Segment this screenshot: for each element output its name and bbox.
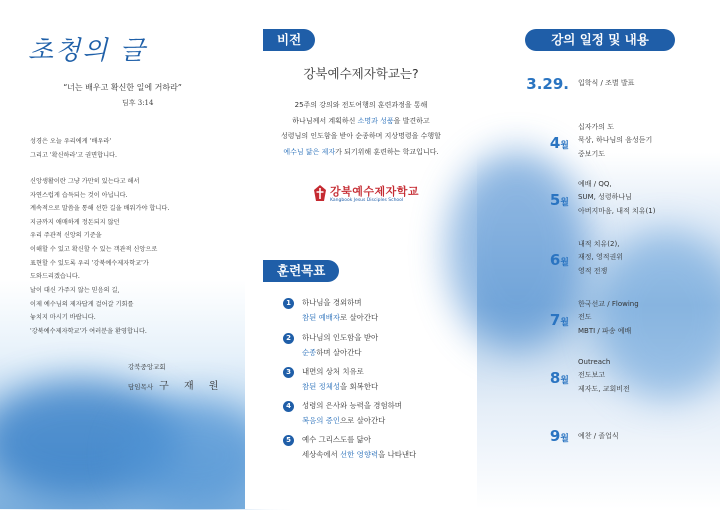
schedule-date: 6월 <box>549 251 569 269</box>
schedule-date: 3.29. <box>526 75 569 93</box>
schedule-date: 8월 <box>549 369 569 387</box>
schedule-date: 9월 <box>549 427 569 445</box>
goal-number: 2 <box>283 333 294 344</box>
vision-line: 25주의 강의와 전도여행의 훈련과정을 통해 <box>294 101 428 109</box>
vision-line: 예수님 닮은 제자가 되기위해 훈련하는 학교입니다. <box>283 147 439 156</box>
invitation-panel <box>0 0 245 509</box>
schedule-content: 내적 치유(2), 재정, 영적권위 영적 전쟁 <box>578 240 624 275</box>
vision-label: 비전 <box>263 29 315 51</box>
logo-name: 강북예수제자학교 <box>330 185 420 198</box>
goal-number: 5 <box>283 435 294 446</box>
schedule-content: Outreach 전도보고 제자도, 교회비전 <box>578 358 630 393</box>
signature-role: 담임목사 <box>128 383 154 391</box>
schedule-content: 입학식 / 조별 발표 <box>578 79 635 87</box>
schedule-date: 4월 <box>549 134 569 152</box>
invitation-title: 초청의 글 <box>28 36 147 66</box>
schedule-content: 십자가의 도 묵상, 하나님의 음성듣기 중보기도 <box>578 123 653 158</box>
logo-mark-icon <box>312 184 328 202</box>
vision-panel: 비전 강북예수제자학교는? 25주의 강의와 전도여행의 훈련과정을 통해 하나님께서 계획하신 소명과 성품을 발견하고 성령님의 인도함을 받아 순종하며 지상명령을 수행할 예수님 닮은 제자가 되기위해 훈련하는 학교입니다. 강북예수제자학교 Kangbook Jesus Disciples School 훈련목표 1 하나님을 경외하며 참된 예배자로 살아간다 2 하나님의 인도함을 받아 순종하며 살아간다 3 내면의 상처 치유로 참된 정체성을 회복한다 4 성령의 은사와 능력을 경험하며 복음의 증인으로 살아간다 5 예수 그리스도를 닮아 세상속에서 선한 영향력을 나타낸다 <box>245 0 477 509</box>
bible-reference: 딤후 3:14 <box>122 99 154 107</box>
goals-label: 훈련목표 <box>263 260 339 282</box>
goal-number: 4 <box>283 401 294 412</box>
paragraph-1: 성경은 오늘 우리에게 '배우라' 그리고 '확신하라'고 권면합니다. <box>30 138 118 159</box>
vision-description <box>245 98 477 160</box>
goal-number: 1 <box>283 298 294 309</box>
signature-name: 구 재 원 <box>159 381 225 392</box>
logo-english: Kangbook Jesus Disciples School <box>330 198 404 203</box>
schedule-date: 5월 <box>549 191 569 209</box>
schedule-content: 예찬 / 졸업식 <box>578 432 619 440</box>
goal-number: 3 <box>283 367 294 378</box>
schedule-date: 7월 <box>549 311 569 329</box>
paragraph-2: 신앙생활이란 그냥 가만히 있는다고 해서 자연스럽게 습득되는 것이 아닙니다. 계속적으로 말씀을 통해 선한 길을 배워가야 합니다. 지금까지 애매하게 정돈되지 않던 우리 주관적 신앙의 기준을 이해할 수 있고 확신할 수 있는 객관적 신앙으로 표현할 수 있도록 우리 '강북예수제자학교'가 도와드리겠습니다. <box>30 178 170 281</box>
bible-quote: “너는 배우고 확신한 일에 거하라” <box>63 83 182 92</box>
vision-line: 성령님의 인도함을 받아 순종하며 지상명령을 수행할 <box>281 132 441 140</box>
signature-pastor <box>128 377 224 392</box>
schedule-content: 예배 / QQ, SUM, 성령하나님 아버지마음, 내적 치유(1) <box>578 180 656 215</box>
vision-question: 강북예수제자학교는? <box>303 66 419 81</box>
schedule-panel <box>477 0 720 509</box>
schedule-title: 강의 일정 및 내용 <box>525 29 675 51</box>
signature-church: 강북중앙교회 <box>128 363 166 371</box>
vision-line: 하나님께서 계획하신 소명과 성품을 발견하고 <box>292 116 430 125</box>
schedule-content: 한국선교 / Flowing 전도 MBTI / 파송 예배 <box>578 300 639 335</box>
paragraph-3: 날이 대신 가주지 않는 믿음의 길, 이제 예수님의 제자답게 걸어갈 기회를 놓치지 마시기 바랍니다. '강북예수제자학교'가 여러분을 환영합니다. <box>30 287 147 335</box>
school-logo <box>312 181 422 211</box>
